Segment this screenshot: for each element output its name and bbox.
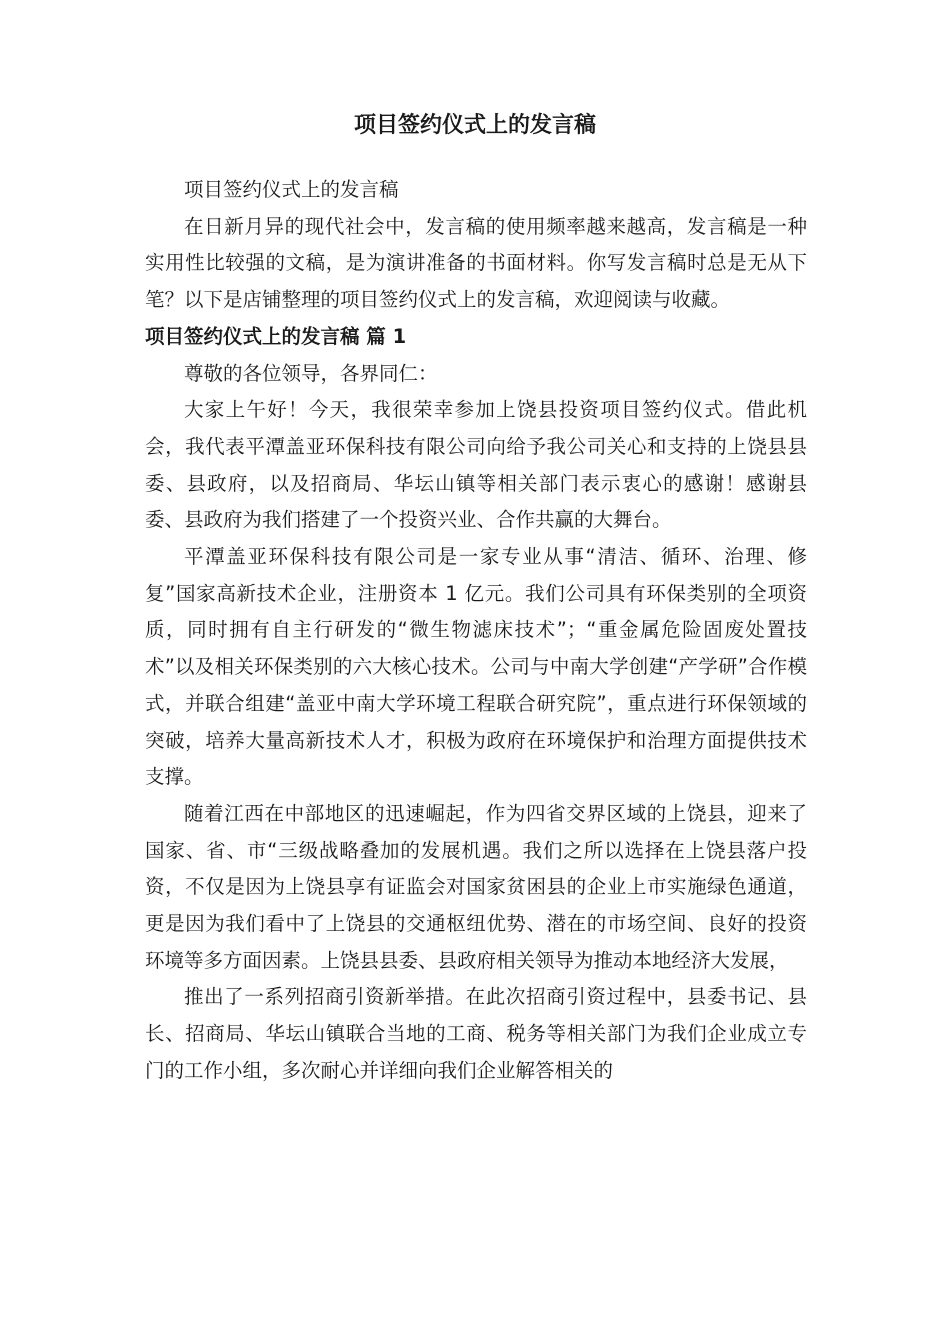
- body-paragraph-4: 推出了一系列招商引资新举措。在此次招商引资过程中，县委书记、县长、招商局、华坛山镇联合当地的工商、税务等相关部门为我们企业成立专门的工作小组，多次耐心并详细向我们企业解答相关的: [145, 985, 807, 1082]
- intro-title: 项目签约仪式上的发言稿: [184, 178, 399, 201]
- intro-paragraph: 在日新月异的现代社会中，发言稿的使用频率越来越高，发言稿是一种实用性比较强的文稿，是为演讲准备的书面材料。你写发言稿时总是无从下笔？以下是店铺整理的项目签约仪式上的发言稿，欢迎阅读与收藏。: [145, 214, 807, 312]
- body-paragraph-2: 平潭盖亚环保科技有限公司是一家专业从事“清洁、循环、治理、修复”国家高新技术企业，注册资本 1 亿元。我们公司具有环保类别的全项资质，同时拥有自主行研发的“微生物滤床技术”；“重金属危险固废处置技术”以及相关环保类别的六大核心技术。公司与中南大学创建“产学研”合作模式，并联合组建“盖亚中南大学环境工程联合研究院”，重点进行环保领域的突破，培养大量高新技术人才，积极为政府在环境保护和治理方面提供技术支撑。: [145, 545, 807, 789]
- document-body: [145, 172, 807, 1090]
- body-paragraph-1: 大家上午好！今天，我很荣幸参加上饶县投资项目签约仪式。借此机会，我代表平潭盖亚环保科技有限公司向给予我公司关心和支持的上饶县县委、县政府，以及招商局、华坛山镇等相关部门表示衷心的感谢！感谢县委、县政府为我们搭建了一个投资兴业、合作共赢的大舞台。: [145, 398, 807, 532]
- section-heading: 项目签约仪式上的发言稿 篇 1: [145, 324, 407, 348]
- salutation: 尊敬的各位领导，各界同仁：: [184, 361, 438, 385]
- body-paragraph-3: 随着江西在中部地区的迅速崛起，作为四省交界区域的上饶县，迎来了国家、省、市“三级战略叠加的发展机遇。我们之所以选择在上饶县落户投资，不仅是因为上饶县享有证监会对国家贫困县的企业上市实施绿色通道，更是因为我们看中了上饶县的交通枢纽优势、潜在的市场空间、良好的投资环境等多方面因素。上饶县县委、县政府相关领导为推动本地经济大发展，: [145, 801, 807, 972]
- document-title: 项目签约仪式上的发言稿: [353, 113, 596, 138]
